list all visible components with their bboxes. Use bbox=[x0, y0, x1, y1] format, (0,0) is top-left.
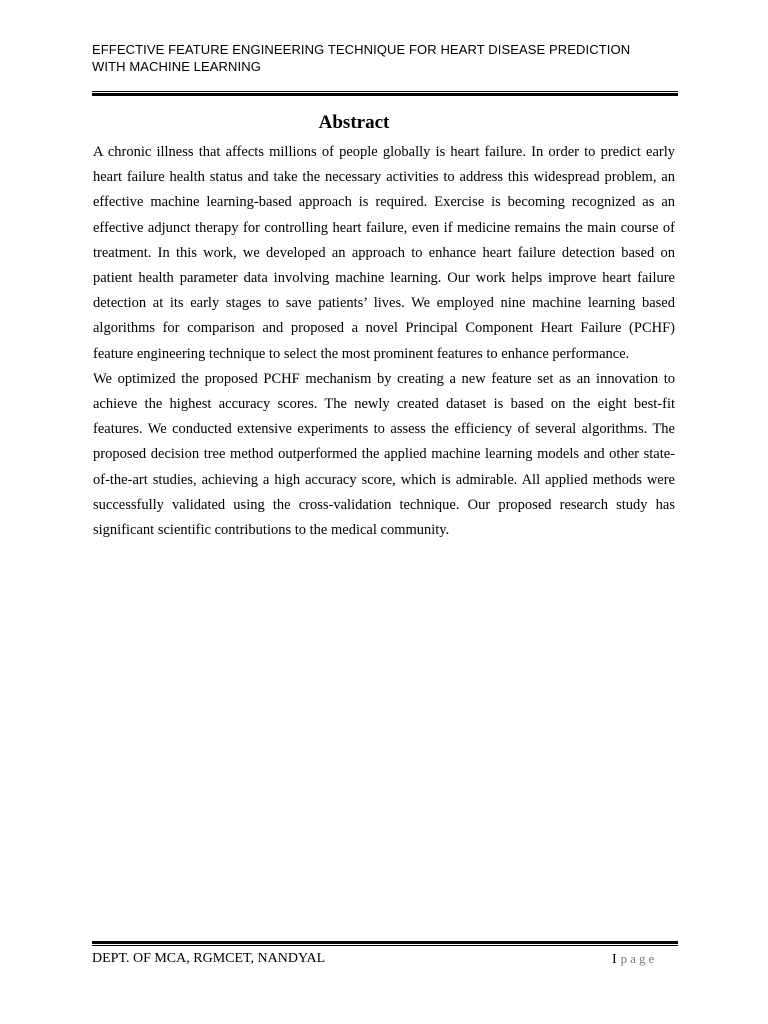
running-header-line-1: EFFECTIVE FEATURE ENGINEERING TECHNIQUE FOR HEART DISEASE PREDICTION bbox=[92, 42, 631, 57]
abstract-heading-text: Abstract bbox=[318, 112, 390, 133]
header-rule-thick bbox=[92, 93, 678, 96]
abstract-paragraph-2: We optimized the proposed PCHF mechanism by creating a new feature set as an innovation to achieve the highest accuracy scores. The newly created dataset is based on the eight best-fit features. We conducted extensive experiments to assess the efficiency of several algorithms. The proposed decision tree method outperformed the applied machine learning models and other state-of-the-art studies, achieving a high accuracy score, which is admirable. All applied methods were successfully validated using the cross-validation technique. Our proposed research study has significant scientific contributions to the medical community. bbox=[93, 370, 675, 539]
footer-rule-thin bbox=[92, 945, 678, 946]
abstract-body bbox=[93, 140, 675, 543]
footer-rule-thick bbox=[92, 941, 678, 944]
abstract-heading bbox=[0, 112, 768, 134]
footer-page-indicator bbox=[612, 950, 657, 969]
page-label: page bbox=[620, 951, 658, 966]
running-header bbox=[92, 41, 692, 75]
header-rule-thin bbox=[92, 91, 678, 92]
running-header-line-2: WITH MACHINE LEARNING bbox=[92, 59, 261, 74]
abstract-paragraph-1: A chronic illness that affects millions of people globally is heart failure. In order to predict early heart failure health status and take the necessary activities to address this widespread problem, an effective machine learning-based approach is required. Exercise is becoming recognized as an effective adjunct therapy for controlling heart failure, even if medicine remains the main course of treatment. In this work, we developed an approach to enhance heart failure detection based on patient health parameter data involving machine learning. Our work helps improve heart failure detection at its early stages to save patients’ lives. We employed nine machine learning based algorithms for comparison and proposed a novel Principal Component Heart Failure (PCHF) feature engineering technique to select the most prominent features to enhance performance. bbox=[93, 144, 675, 362]
page-number: I bbox=[612, 952, 617, 967]
footer-department: DEPT. OF MCA, RGMCET, NANDYAL bbox=[92, 951, 326, 966]
